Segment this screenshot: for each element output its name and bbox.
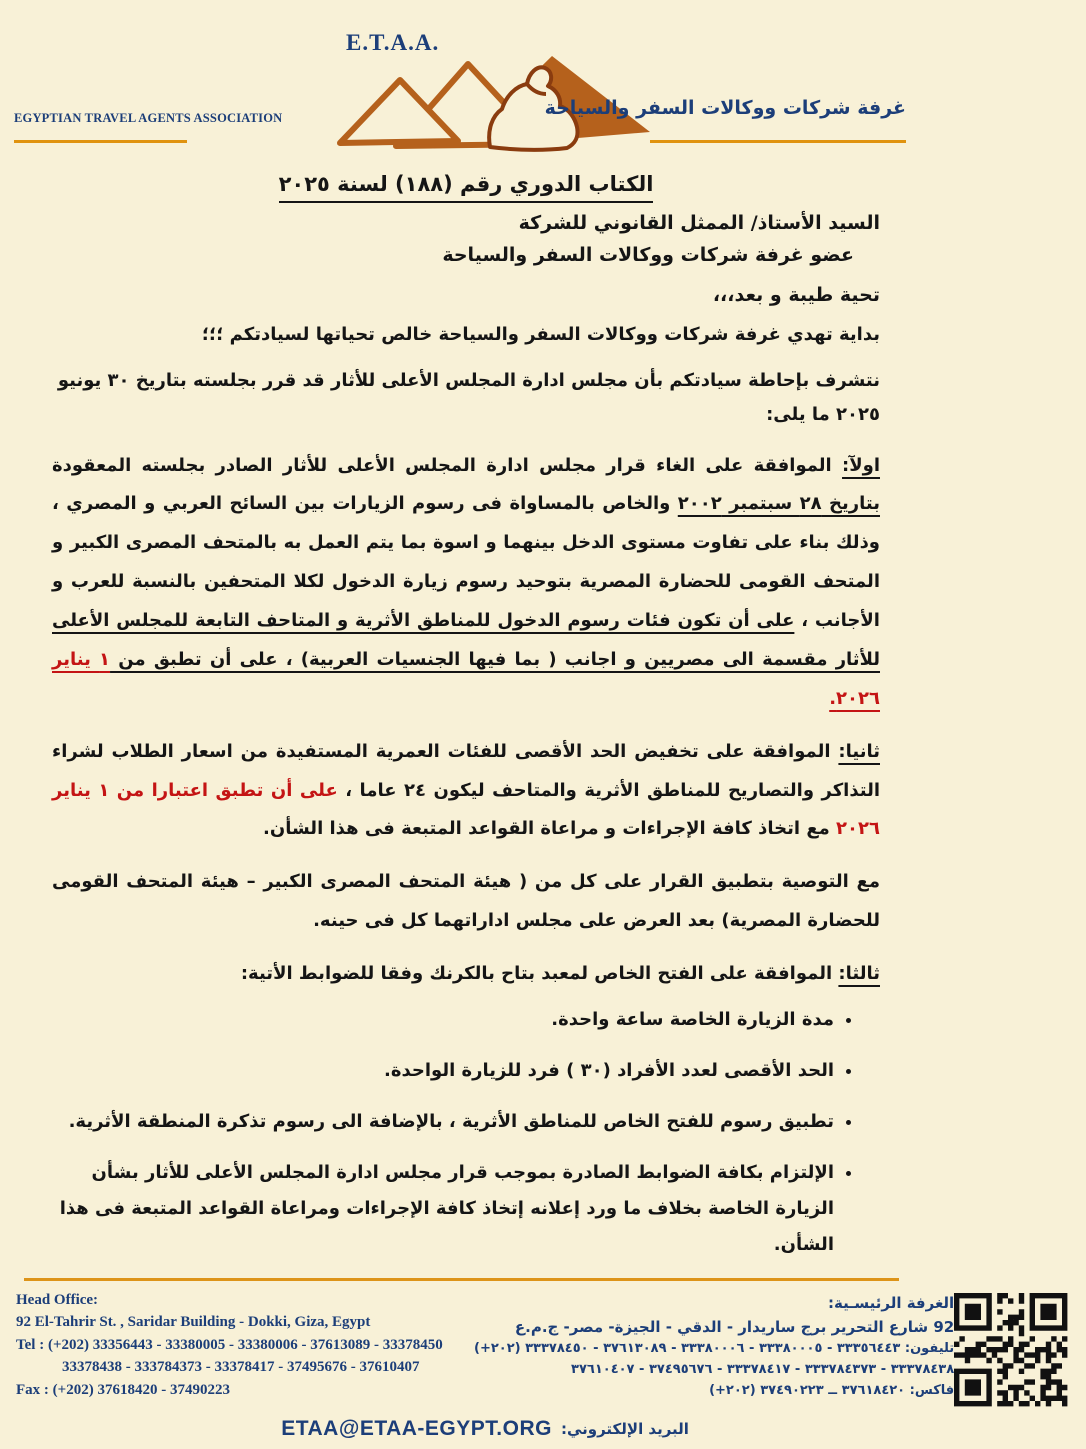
email-address: ETAA@ETAA-EGYPT.ORG (281, 1416, 552, 1440)
tel-line1-ar: تليفون: (+٢٠٢) ٣٣٣٥٦٤٤٣ - ٣٣٣٨٠٠٠٥ - ٣٣٣٨٠٠٠٦ - ٣٧٦١٣٠٨٩ - ٣٣٣٧٨٤٥٠ (474, 1340, 955, 1356)
fax-en: Fax : (+202) 37618420 - 37490223 (16, 1381, 230, 1398)
decision-date-underlined: بتاريخ ٢٨ سبتمبر ٢٠٠٢ (677, 493, 880, 515)
header-underline-right (650, 140, 906, 143)
address-en: 92 El-Tahrir St. , Saridar Building - Dokki, Giza, Egypt (16, 1314, 371, 1331)
recommendation-paragraph: مع التوصية بتطبيق القرار على كل من ( هيئة المتحف المصرى الكبير – هيئة المتحف القومى للحضارة المصرية) بعد العرض على مجلس اداراتهما كل فى حينه. (52, 871, 880, 932)
fax-label-ar: فاكس: (909, 1382, 955, 1398)
greeting-line: تحية طيبة و بعد،،، (712, 284, 880, 306)
effective-date-red: ١ يناير ٢٠٢٦. (52, 648, 880, 709)
footer-columns (0, 1289, 955, 1441)
org-name-english: EGYPTIAN TRAVEL AGENTS ASSOCIATION (14, 111, 283, 125)
list-item: • الحد الأقصى لعدد الأفراد (٣٠ ) فرد للزيارة الواحدة. (52, 1053, 834, 1089)
student-age-effective-date-red: على أن تطبق اعتبارا من ١ يناير ٢٠٢٦ (52, 779, 880, 840)
clause-second: ثانيا: الموافقة على تخفيض الحد الأقصى للفئات العمرية المستفيدة من اسعار الطلاب لشراء التذاكر والتصاريح للمناطق الأثرية والمتاحف ليكون ٢٤ عاما ، على أن تطبق اعتبارا من ١ يناير ٢٠٢٦ مع اتخاذ كافة الإجراءات و مراعاة القواعد المتبعة فى هذا الشأن. (52, 740, 881, 840)
clause-first: اولآ: الموافقة على الغاء قرار مجلس ادارة المجلس الأعلى للأثار الصادر بجلسته المعقودة بتاريخ ٢٨ سبتمبر ٢٠٠٢ والخاص بالمساواة فى رسوم الزيارات بين السائح العربي و المصري ، وذلك بناء على تفاوت مستوى الدخل بينهما و اسوة بما يتم العمل به بالمتحف المصرى الكبير و المتحف القومى للحضارة المصرية بتوحيد رسوم زيارة الدخول لكلا المتحفين بالنسبة للعرب و الأجانب ، على أن تكون فئات رسوم الدخول للمناطق الأثرية و المتاحف التابعة للمجلس الأعلى للأثار مقسمة الى مصريين و اجانب ( بما فيها الجنسيات العربية) ، على أن تطبق من ١ يناير ٢٠٢٦. (52, 454, 880, 709)
clause-first-label: اولآ: (842, 454, 880, 476)
head-office-label-ar: الغرفة الرئيسـية: (828, 1293, 955, 1312)
intro-line-2: نتشرف بإحاطة سيادتكم بأن مجلس ادارة المجلس الأعلى للأثار قد قرر بجلسته بتاريخ ٣٠ يونيو ٢٠٢٥ ما يلى: (57, 370, 880, 426)
fax-line-ar: فاكس: (+٢٠٢) ٣٧٦١٨٤٢٠ ــ ٣٧٤٩٠٢٢٣ (709, 1382, 955, 1398)
special-visit-rules-list (52, 1002, 858, 1263)
letter-footer (0, 1278, 955, 1449)
org-name-arabic: غرفة شركات ووكالات السفر والسياحة (544, 97, 906, 119)
circular-title: الكتاب الدوري رقم (١٨٨) لسنة ٢٠٢٥ (52, 172, 880, 196)
clause-third-label: ثالثا: (838, 963, 880, 985)
letterhead (0, 0, 921, 158)
head-office-label-en: Head Office: (16, 1291, 99, 1308)
footer-contact-english (16, 1289, 466, 1402)
addressee-line-2: عضو غرفة شركات ووكالات السفر والسياحة (442, 244, 854, 266)
letter-body (0, 158, 921, 1278)
footer-contact-arabic (466, 1289, 954, 1401)
list-item: • الإلتزام بكافة الضوابط الصادرة بموجب قرار مجلس ادارة المجلس الأعلى للأثار بشأن الزيارة الخاصة بخلاف ما ورد إعلانه إتخاذ كافة الإجراءات ومراعاة القواعد المتبعة فى هذا الشأن. (52, 1155, 834, 1263)
tel-line1-en: Tel : (+202) 33356443 - 33380005 - 33380006 - 37613089 - 33378450 (16, 1336, 443, 1353)
intro-line-1: بداية تهدي غرفة شركات ووكالات السفر والسياحة خالص تحياتها لسيادتكم ؛؛؛ (201, 324, 880, 345)
tel-label-ar: تليفون: (904, 1340, 955, 1356)
tel-line2-en: 33378438 - 333784373 - 33378417 - 37495676 - 37610407 (62, 1359, 420, 1376)
qr-code (954, 1289, 1086, 1411)
tel-line2-ar: ٣٣٣٧٨٤٣٨ - ٣٣٣٧٨٤٣٧٣ - ٣٣٣٧٨٤١٧ - ٣٧٤٩٥٦٧٦ - ٣٧٦١٠٤٠٧ (571, 1361, 955, 1377)
list-item: • مدة الزيارة الخاصة ساعة واحدة. (52, 1002, 834, 1038)
header-underline-left (14, 140, 187, 143)
clause-second-label: ثانيا: (838, 740, 880, 762)
footer-divider (24, 1278, 899, 1281)
etaa-acronym: E.T.A.A. (346, 30, 440, 55)
email-row (16, 1417, 954, 1441)
address-ar: 92 شارع التحرير برج ساريدار - الدقي - الجيزة- مصر- ج.م.ع (514, 1317, 955, 1336)
clause-third: ثالثا: الموافقة على الفتح الخاص لمعبد بتاح بالكرنك وفقا للضوابط الأتية: (240, 963, 880, 985)
list-item: • تطبيق رسوم للفتح الخاص للمناطق الأثرية ، بالإضافة الى رسوم تذكرة المنطقة الأثرية. (52, 1104, 834, 1140)
email-label: البريد الإلكتروني: (560, 1419, 689, 1438)
fee-categories-underlined: على أن تكون فئات رسوم الدخول للمناطق الأثرية و المتاحف التابعة للمجلس الأعلى للأثار مقسمة الى مصريين و اجانب ( بما فيها الجنسيات العربية) ، على أن تطبق من (52, 610, 880, 670)
addressee-line-1: السيد الأستاذ/ الممثل القانوني للشركة (518, 212, 880, 234)
